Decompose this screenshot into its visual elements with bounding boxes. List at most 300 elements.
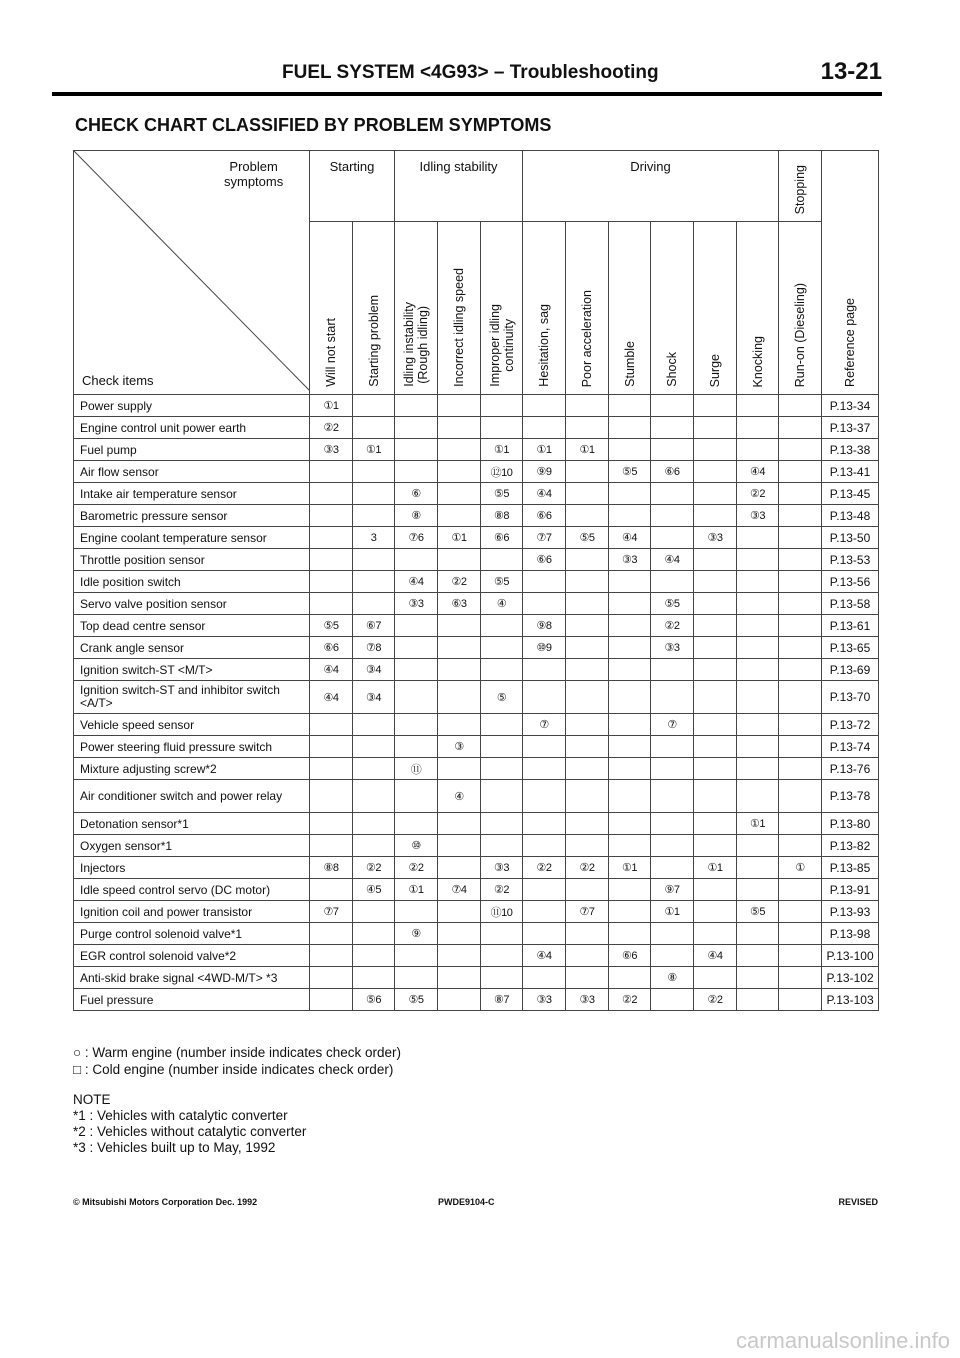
table-row: [74, 714, 879, 736]
check-order-cell: ⑦6: [395, 527, 438, 549]
section-title: CHECK CHART CLASSIFIED BY PROBLEM SYMPTOMS: [75, 115, 552, 135]
note-item-2: *2 : Vehicles without catalytic converter: [73, 1124, 307, 1139]
table-row: [74, 593, 879, 615]
table-row: [74, 989, 879, 1011]
check-order-cell: ②2: [609, 989, 651, 1011]
check-order-cell: [609, 637, 651, 659]
check-order-cell: [353, 461, 395, 483]
check-order-cell: [609, 615, 651, 637]
check-order-cell: [651, 945, 694, 967]
check-order-cell: [353, 813, 395, 835]
group-idling: Idling stability: [395, 151, 523, 222]
check-order-cell: [566, 714, 609, 736]
check-item-label: Vehicle speed sensor: [74, 714, 310, 736]
check-order-cell: [609, 571, 651, 593]
check-order-cell: ⑥: [395, 483, 438, 505]
check-order-cell: [651, 758, 694, 780]
check-order-cell: [353, 923, 395, 945]
check-order-cell: ②2: [566, 857, 609, 879]
header-rule: [52, 92, 882, 96]
symptom-column-header: Shock: [651, 222, 694, 395]
check-order-cell: ④4: [523, 483, 566, 505]
reference-page-cell: P.13-72: [822, 714, 879, 736]
reference-page-cell: P.13-102: [822, 967, 879, 989]
check-order-cell: ④4: [651, 549, 694, 571]
symptom-column-header: Surge: [694, 222, 737, 395]
check-order-cell: [737, 439, 779, 461]
check-order-cell: ③3: [523, 989, 566, 1011]
check-order-cell: [566, 945, 609, 967]
check-order-cell: ⑫10: [481, 461, 523, 483]
check-item-label: Idle position switch: [74, 571, 310, 593]
reference-page-cell: P.13-48: [822, 505, 879, 527]
check-order-cell: [310, 923, 353, 945]
check-order-cell: [395, 461, 438, 483]
table-row: [74, 923, 879, 945]
header-title: FUEL SYSTEM <4G93> – Troubleshooting: [282, 62, 659, 83]
check-order-cell: [737, 593, 779, 615]
check-order-cell: ④4: [609, 527, 651, 549]
table-row: [74, 758, 879, 780]
check-order-cell: ⑥7: [353, 615, 395, 637]
check-order-cell: ⑤5: [651, 593, 694, 615]
check-order-cell: [353, 505, 395, 527]
check-order-cell: ②2: [310, 417, 353, 439]
check-order-cell: [438, 758, 481, 780]
check-order-cell: [310, 549, 353, 571]
check-order-cell: [694, 593, 737, 615]
check-order-cell: [779, 967, 822, 989]
reference-page-cell: P.13-91: [822, 879, 879, 901]
check-order-cell: [566, 659, 609, 681]
check-order-cell: [481, 813, 523, 835]
reference-page-cell: P.13-34: [822, 395, 879, 417]
check-order-cell: ⑤5: [566, 527, 609, 549]
check-order-cell: [310, 483, 353, 505]
check-order-cell: [651, 857, 694, 879]
check-order-cell: ④: [481, 593, 523, 615]
check-order-cell: [609, 659, 651, 681]
group-starting: Starting: [310, 151, 395, 222]
check-order-cell: ⑥3: [438, 593, 481, 615]
check-order-cell: [523, 835, 566, 857]
check-order-cell: [609, 967, 651, 989]
check-order-cell: [566, 549, 609, 571]
check-order-cell: [310, 989, 353, 1011]
check-order-cell: [523, 967, 566, 989]
check-order-cell: [737, 615, 779, 637]
check-order-cell: [438, 714, 481, 736]
check-order-cell: [310, 945, 353, 967]
table-row: [74, 637, 879, 659]
check-order-cell: [566, 923, 609, 945]
check-order-cell: [609, 505, 651, 527]
check-order-cell: [779, 571, 822, 593]
check-order-cell: [481, 417, 523, 439]
check-order-cell: [481, 923, 523, 945]
check-order-cell: ②2: [438, 571, 481, 593]
check-order-cell: [353, 945, 395, 967]
table-row: [74, 681, 879, 714]
check-order-cell: [310, 967, 353, 989]
chart-corner-cell: [74, 151, 310, 395]
symptom-column-header: Idling instability (Rough idling): [395, 222, 438, 395]
check-order-cell: [523, 736, 566, 758]
check-order-cell: [566, 879, 609, 901]
check-order-cell: [651, 923, 694, 945]
check-order-cell: [779, 549, 822, 571]
symptom-column-header: Stumble: [609, 222, 651, 395]
check-order-cell: [395, 395, 438, 417]
check-order-cell: [566, 758, 609, 780]
footer-copyright: © Mitsubishi Motors Corporation Dec. 1992: [73, 1197, 258, 1207]
table-row: [74, 571, 879, 593]
check-order-cell: [566, 461, 609, 483]
check-item-label: Ignition switch-ST and inhibitor switch <A/T>: [74, 681, 310, 714]
check-order-cell: [694, 483, 737, 505]
check-order-cell: [481, 780, 523, 813]
check-order-cell: [395, 615, 438, 637]
check-item-label: EGR control solenoid valve*2: [74, 945, 310, 967]
table-row: [74, 439, 879, 461]
check-order-cell: ⑩9: [523, 637, 566, 659]
check-order-cell: ②2: [651, 615, 694, 637]
symptom-column-header: Poor acceleration: [566, 222, 609, 395]
check-order-cell: [779, 461, 822, 483]
check-order-cell: ①1: [310, 395, 353, 417]
check-order-cell: [779, 527, 822, 549]
check-order-cell: [609, 593, 651, 615]
check-order-cell: ④: [438, 780, 481, 813]
check-order-cell: ⑦7: [523, 527, 566, 549]
check-order-cell: [651, 527, 694, 549]
table-row: [74, 483, 879, 505]
check-order-cell: ⑦7: [566, 901, 609, 923]
check-order-cell: [353, 417, 395, 439]
check-order-cell: ③3: [395, 593, 438, 615]
check-order-cell: [694, 549, 737, 571]
check-order-cell: ③3: [310, 439, 353, 461]
reference-page-cell: P.13-85: [822, 857, 879, 879]
check-order-cell: [395, 417, 438, 439]
check-order-cell: [353, 758, 395, 780]
check-order-cell: [779, 923, 822, 945]
check-order-cell: [694, 813, 737, 835]
check-order-cell: [694, 923, 737, 945]
check-order-cell: [523, 780, 566, 813]
check-order-cell: [566, 593, 609, 615]
check-order-cell: [609, 758, 651, 780]
check-order-cell: [737, 571, 779, 593]
check-order-cell: [438, 395, 481, 417]
check-order-cell: [353, 714, 395, 736]
check-order-cell: [353, 780, 395, 813]
table-row: [74, 736, 879, 758]
symptom-column-header: Will not start: [310, 222, 353, 395]
reference-page-cell: P.13-74: [822, 736, 879, 758]
note-item-1: *1 : Vehicles with catalytic converter: [73, 1108, 288, 1123]
check-order-cell: [353, 967, 395, 989]
check-order-cell: [395, 439, 438, 461]
check-order-cell: [694, 736, 737, 758]
check-item-label: Power steering fluid pressure switch: [74, 736, 310, 758]
check-order-cell: [779, 417, 822, 439]
check-order-cell: [481, 395, 523, 417]
table-row: [74, 835, 879, 857]
check-order-cell: [353, 395, 395, 417]
check-order-cell: [481, 659, 523, 681]
check-order-cell: [566, 637, 609, 659]
check-order-cell: [651, 835, 694, 857]
check-order-cell: [523, 417, 566, 439]
check-order-cell: [694, 901, 737, 923]
check-order-cell: [566, 505, 609, 527]
check-order-cell: [523, 901, 566, 923]
reference-page-cell: P.13-78: [822, 780, 879, 813]
table-row: [74, 813, 879, 835]
check-order-cell: [438, 439, 481, 461]
check-order-cell: [779, 813, 822, 835]
check-order-cell: [438, 659, 481, 681]
check-order-cell: [694, 439, 737, 461]
reference-page-cell: P.13-80: [822, 813, 879, 835]
header-page-number: 13-21: [820, 58, 882, 85]
check-order-cell: [438, 483, 481, 505]
symptom-column-header: Starting problem: [353, 222, 395, 395]
group-stopping: Stopping: [779, 151, 822, 222]
check-order-cell: [395, 780, 438, 813]
check-order-cell: [737, 780, 779, 813]
check-order-cell: [694, 637, 737, 659]
check-order-cell: [737, 549, 779, 571]
check-order-cell: [609, 923, 651, 945]
check-order-cell: [737, 967, 779, 989]
table-row: [74, 780, 879, 813]
legend-warm: ○ : Warm engine (number inside indicates check order): [73, 1045, 402, 1060]
check-item-label: Fuel pressure: [74, 989, 310, 1011]
check-order-cell: [737, 923, 779, 945]
check-order-cell: [438, 923, 481, 945]
check-order-cell: [737, 659, 779, 681]
check-order-cell: [481, 945, 523, 967]
reference-page-cell: P.13-61: [822, 615, 879, 637]
check-order-cell: [779, 780, 822, 813]
check-order-cell: ⑤5: [395, 989, 438, 1011]
check-order-cell: ③3: [481, 857, 523, 879]
check-order-cell: [779, 736, 822, 758]
check-order-cell: ②2: [737, 483, 779, 505]
note-block: [73, 1092, 306, 1156]
check-order-cell: [566, 835, 609, 857]
check-order-cell: ②2: [481, 879, 523, 901]
check-item-label: Mixture adjusting screw*2: [74, 758, 310, 780]
check-order-cell: ①1: [395, 879, 438, 901]
legend: [73, 1044, 401, 1078]
check-order-cell: [481, 736, 523, 758]
check-order-cell: ①1: [694, 857, 737, 879]
check-item-label: Intake air temperature sensor: [74, 483, 310, 505]
check-order-cell: [651, 659, 694, 681]
check-order-cell: [566, 967, 609, 989]
check-order-cell: [609, 417, 651, 439]
table-row: [74, 527, 879, 549]
check-order-cell: ⑧8: [310, 857, 353, 879]
check-order-cell: ⑥6: [609, 945, 651, 967]
check-item-label: Oxygen sensor*1: [74, 835, 310, 857]
check-order-cell: ③3: [737, 505, 779, 527]
check-order-cell: [694, 461, 737, 483]
reference-page-cell: P.13-93: [822, 901, 879, 923]
check-order-cell: [779, 945, 822, 967]
check-order-cell: ④5: [353, 879, 395, 901]
check-order-cell: [737, 879, 779, 901]
check-order-cell: [523, 879, 566, 901]
legend-cold: □ : Cold engine (number inside indicates check order): [73, 1062, 394, 1077]
check-order-cell: ⑨7: [651, 879, 694, 901]
check-order-cell: [395, 967, 438, 989]
group-driving: Driving: [523, 151, 779, 222]
check-order-cell: [310, 505, 353, 527]
check-item-label: Idle speed control servo (DC motor): [74, 879, 310, 901]
table-row: [74, 659, 879, 681]
check-order-cell: [694, 615, 737, 637]
table-row: [74, 967, 879, 989]
check-order-cell: ⑪10: [481, 901, 523, 923]
check-order-cell: ③3: [694, 527, 737, 549]
check-order-cell: ⑤5: [609, 461, 651, 483]
check-order-cell: ①1: [566, 439, 609, 461]
check-order-cell: ⑨: [395, 923, 438, 945]
check-order-cell: [523, 758, 566, 780]
check-order-cell: [523, 659, 566, 681]
check-order-cell: [353, 593, 395, 615]
check-order-cell: [310, 780, 353, 813]
check-order-cell: ④4: [310, 681, 353, 714]
check-order-cell: ⑪: [395, 758, 438, 780]
check-order-cell: ⑧7: [481, 989, 523, 1011]
reference-page-cell: P.13-98: [822, 923, 879, 945]
check-order-cell: ⑥6: [310, 637, 353, 659]
check-order-cell: [566, 813, 609, 835]
check-order-cell: [651, 439, 694, 461]
table-row: [74, 417, 879, 439]
check-item-label: Air conditioner switch and power relay: [74, 780, 310, 813]
check-order-cell: [438, 549, 481, 571]
check-order-cell: ①: [779, 857, 822, 879]
check-order-cell: ③4: [353, 681, 395, 714]
check-order-cell: [310, 527, 353, 549]
check-order-cell: ①1: [651, 901, 694, 923]
check-order-cell: [694, 681, 737, 714]
check-order-cell: [737, 989, 779, 1011]
check-order-cell: ⑩: [395, 835, 438, 857]
reference-page-cell: P.13-65: [822, 637, 879, 659]
check-order-cell: [310, 461, 353, 483]
check-order-cell: [779, 615, 822, 637]
table-row: [74, 615, 879, 637]
check-order-cell: [481, 758, 523, 780]
check-order-cell: ⑤5: [310, 615, 353, 637]
check-order-cell: [438, 417, 481, 439]
check-order-cell: [353, 549, 395, 571]
check-order-cell: ①1: [737, 813, 779, 835]
check-order-cell: [779, 901, 822, 923]
check-order-cell: [566, 417, 609, 439]
check-order-cell: [694, 571, 737, 593]
check-order-cell: [395, 549, 438, 571]
check-order-cell: [310, 835, 353, 857]
check-order-cell: ⑦7: [310, 901, 353, 923]
table-row: [74, 945, 879, 967]
check-order-cell: ③: [438, 736, 481, 758]
reference-page-cell: P.13-37: [822, 417, 879, 439]
check-order-cell: [438, 945, 481, 967]
check-order-cell: [694, 417, 737, 439]
check-order-cell: [310, 736, 353, 758]
check-order-cell: ③4: [353, 659, 395, 681]
check-order-cell: ⑨8: [523, 615, 566, 637]
check-item-label: Servo valve position sensor: [74, 593, 310, 615]
check-order-cell: [737, 945, 779, 967]
check-order-cell: [737, 527, 779, 549]
check-order-cell: ⑦4: [438, 879, 481, 901]
symptom-column-header: Knocking: [737, 222, 779, 395]
reference-page-cell: P.13-41: [822, 461, 879, 483]
check-order-cell: [523, 395, 566, 417]
check-order-cell: ②2: [353, 857, 395, 879]
check-items-label: Check items: [82, 373, 154, 388]
check-order-cell: ④4: [310, 659, 353, 681]
check-order-cell: ①1: [353, 439, 395, 461]
check-order-cell: [737, 736, 779, 758]
check-order-cell: [566, 615, 609, 637]
check-item-label: Top dead centre sensor: [74, 615, 310, 637]
check-order-cell: ①1: [609, 857, 651, 879]
check-order-cell: [737, 681, 779, 714]
table-row: [74, 395, 879, 417]
check-order-cell: [694, 659, 737, 681]
reference-page-cell: P.13-50: [822, 527, 879, 549]
check-order-cell: ⑥6: [523, 549, 566, 571]
check-order-cell: [481, 714, 523, 736]
check-order-cell: [395, 637, 438, 659]
check-order-cell: [481, 637, 523, 659]
check-order-cell: [737, 758, 779, 780]
check-order-cell: [609, 483, 651, 505]
check-order-cell: ⑤5: [481, 483, 523, 505]
check-order-cell: [609, 901, 651, 923]
check-order-cell: ③3: [609, 549, 651, 571]
check-order-cell: [438, 857, 481, 879]
table-row: [74, 879, 879, 901]
check-order-cell: [651, 571, 694, 593]
check-order-cell: [310, 879, 353, 901]
check-order-cell: [438, 505, 481, 527]
check-order-cell: [523, 923, 566, 945]
symptom-column-header: Run-on (Dieseling): [779, 222, 822, 395]
check-order-cell: [310, 813, 353, 835]
check-order-cell: [694, 835, 737, 857]
check-item-label: Air flow sensor: [74, 461, 310, 483]
check-order-cell: [353, 571, 395, 593]
check-order-cell: [395, 901, 438, 923]
check-order-cell: [523, 593, 566, 615]
check-order-cell: [438, 681, 481, 714]
check-order-cell: [651, 395, 694, 417]
check-order-cell: [779, 593, 822, 615]
check-order-cell: [651, 417, 694, 439]
check-order-cell: [566, 395, 609, 417]
